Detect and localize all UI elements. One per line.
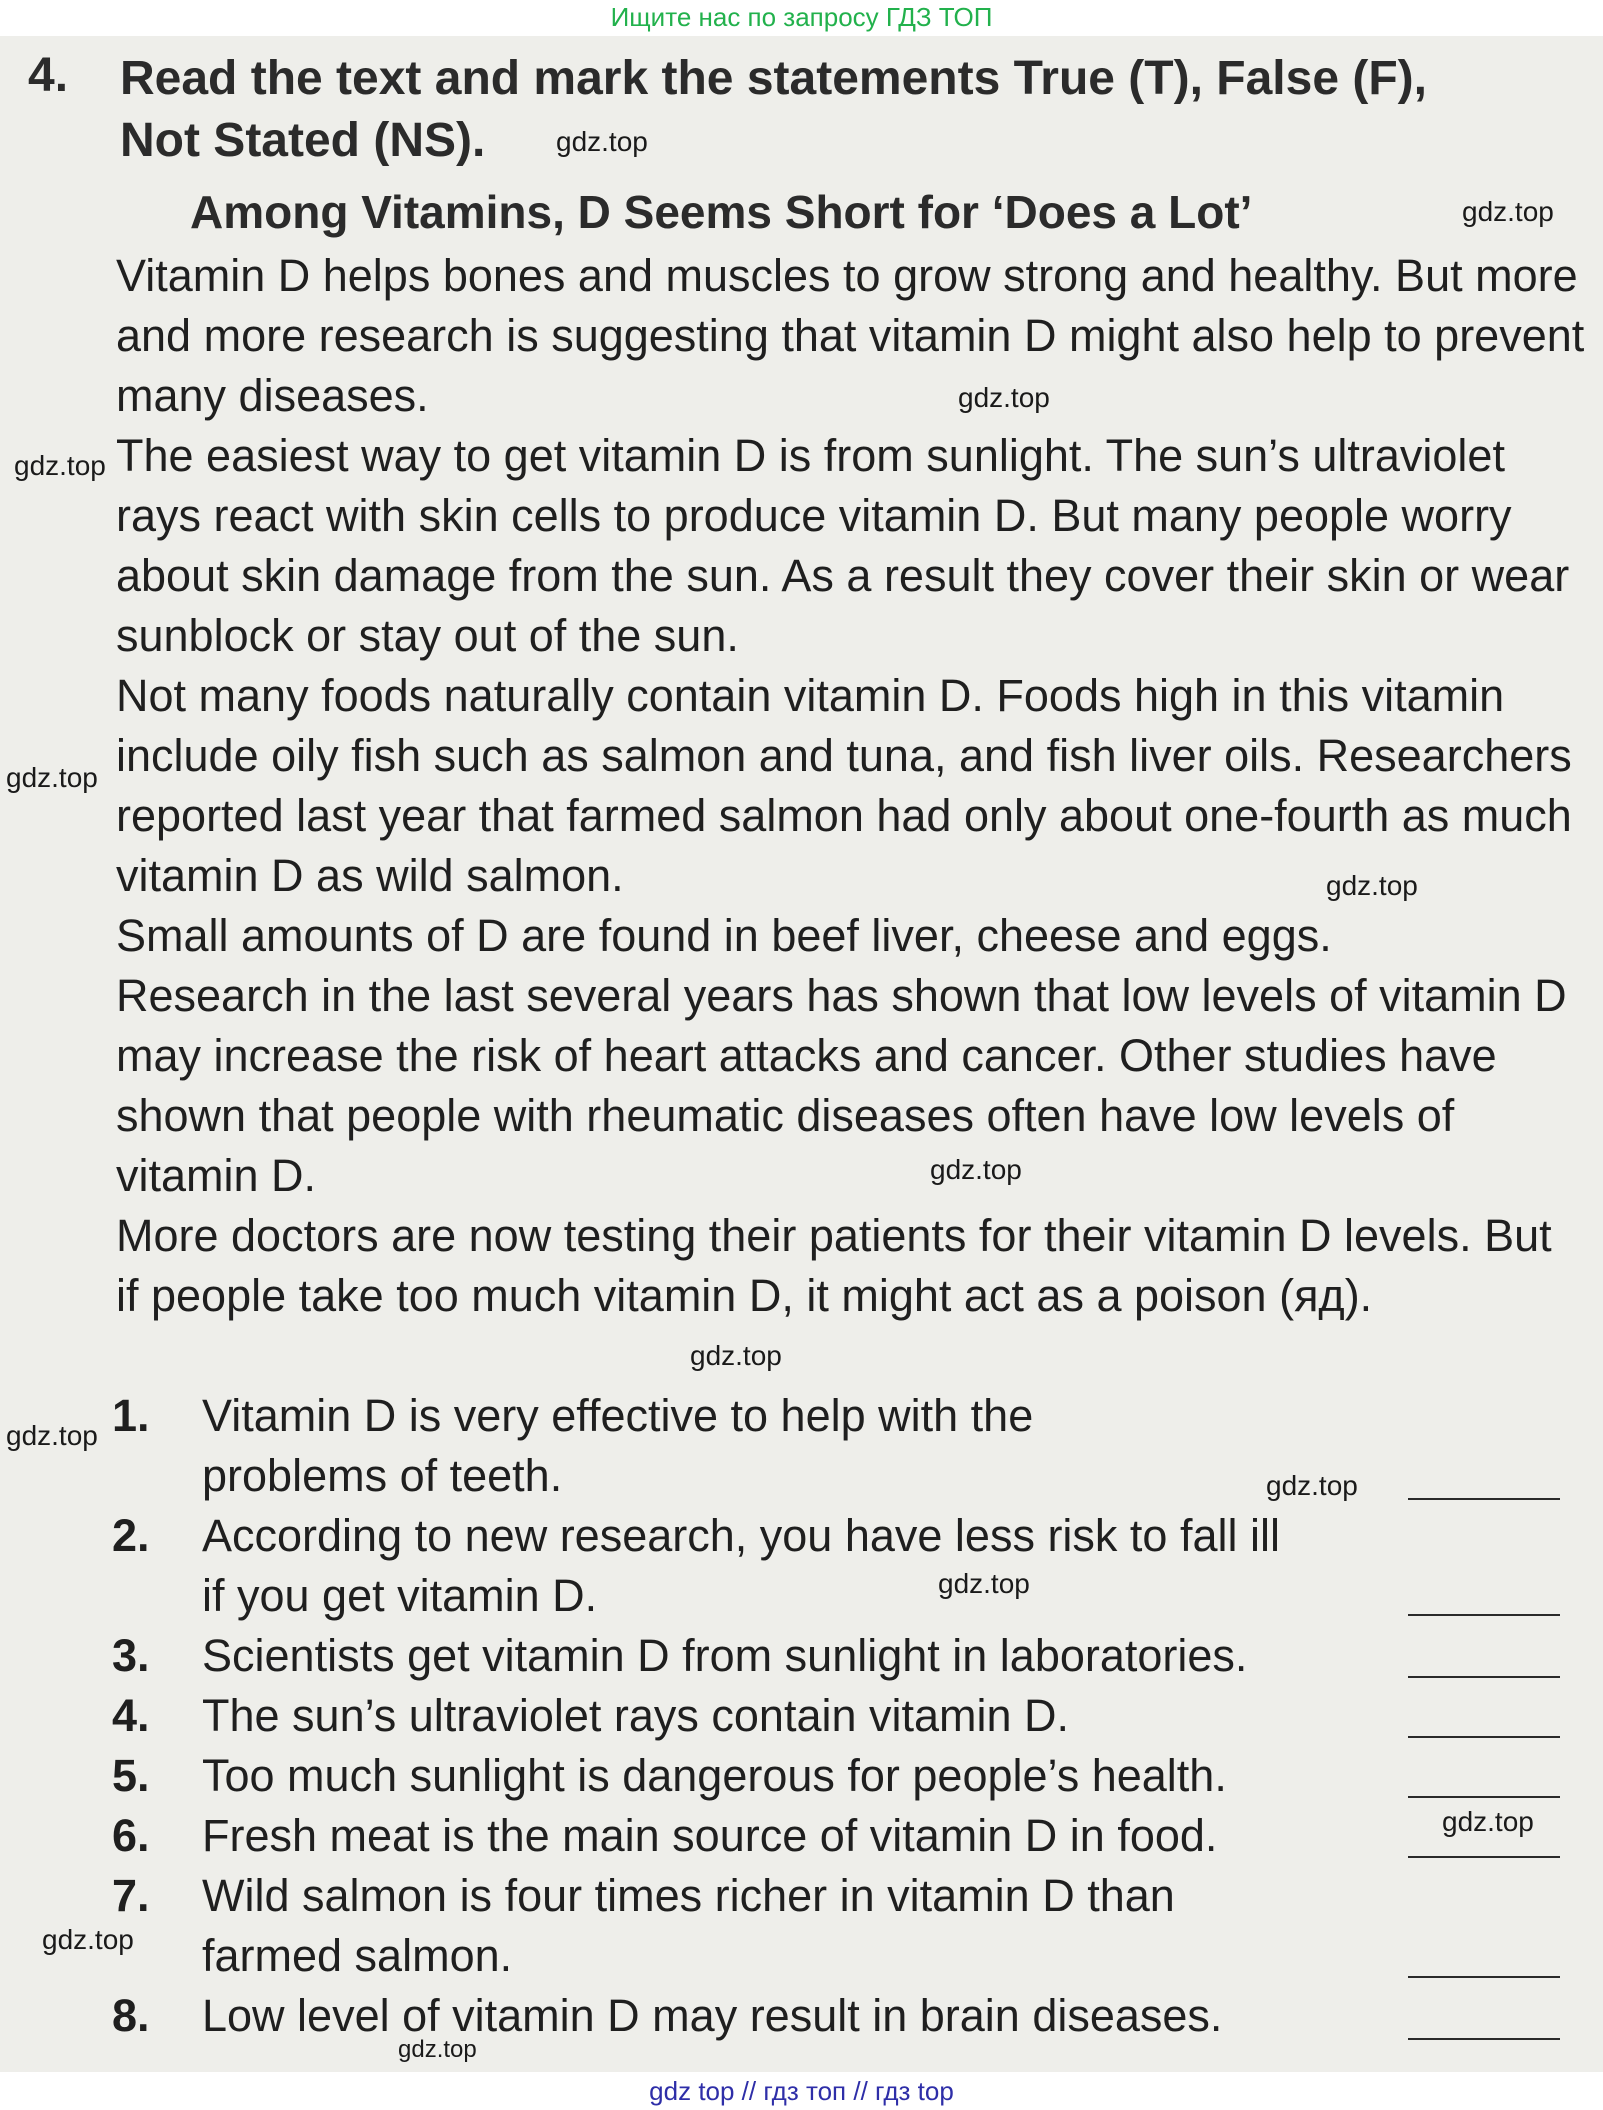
answer-line-3[interactable] xyxy=(1408,1676,1560,1678)
statement-number: 2. xyxy=(112,1510,150,1561)
watermark: gdz.top xyxy=(690,1340,782,1371)
statement-2 xyxy=(112,1506,1402,1626)
article-paragraph-5: Research in the last several years has shown that low levels of vitamin D may increase the risk of heart attacks and cancer. Other studies have shown that people with rheumatic diseases often have low levels of vitamin D. xyxy=(116,970,1567,1201)
top-banner[interactable]: Ищите нас по запросу ГДЗ ТОП xyxy=(0,0,1603,36)
statement-number: 7. xyxy=(112,1870,150,1921)
bottom-banner[interactable]: gdz top // гдз топ // гдз top xyxy=(0,2072,1603,2110)
answer-line-2[interactable] xyxy=(1408,1614,1560,1616)
statement-number: 6. xyxy=(112,1810,150,1861)
answer-line-8[interactable] xyxy=(1408,2038,1560,2040)
statement-number: 5. xyxy=(112,1750,150,1801)
answer-line-1[interactable] xyxy=(1408,1498,1560,1500)
watermark: gdz.top xyxy=(1326,870,1418,901)
statement-8 xyxy=(112,1986,1402,2046)
statement-text: Scientists get vitamin D from sunlight in laboratories. xyxy=(202,1630,1248,1681)
article-paragraph-2: The easiest way to get vitamin D is from sunlight. The sun’s ultraviolet rays react with skin cells to produce vitamin D. But many people worry about skin damage from the sun. As a result they cover their skin or wear sunblock or stay out of the sun. xyxy=(116,430,1570,661)
statement-7 xyxy=(112,1866,1402,1986)
article-paragraph-4: Small amounts of D are found in beef liver, cheese and eggs. xyxy=(116,910,1332,961)
statement-text: The sun’s ultraviolet rays contain vitamin D. xyxy=(202,1690,1070,1741)
statement-text: Too much sunlight is dangerous for people’s health. xyxy=(202,1750,1227,1801)
statement-4 xyxy=(112,1686,1402,1746)
statement-5 xyxy=(112,1746,1402,1806)
statement-1 xyxy=(112,1386,1402,1506)
watermark: gdz.top xyxy=(1266,1470,1358,1501)
task-instruction-line-2: Not Stated (NS). xyxy=(120,114,486,167)
watermark: gdz.top xyxy=(6,1420,98,1451)
statement-number: 3. xyxy=(112,1630,150,1681)
article-paragraph-1: Vitamin D helps bones and muscles to grow strong and healthy. But more and more research is suggesting that vitamin D might also help to prevent many diseases. xyxy=(116,250,1585,421)
statement-number: 1. xyxy=(112,1390,150,1441)
watermark: gdz.top xyxy=(958,382,1050,413)
statement-text: Wild salmon is four times richer in vitamin D than farmed salmon. xyxy=(202,1870,1175,1981)
statement-text: Fresh meat is the main source of vitamin D in food. xyxy=(202,1810,1218,1861)
task-instruction-line-1: Read the text and mark the statements True (T), False (F), xyxy=(120,52,1427,105)
task-instruction xyxy=(120,48,1580,172)
statement-3 xyxy=(112,1626,1402,1686)
statement-number: 4. xyxy=(112,1690,150,1741)
watermark: gdz.top xyxy=(398,2036,477,2063)
article-title: Among Vitamins, D Seems Short for ‘Does a Lot’ xyxy=(190,186,1253,238)
watermark: gdz.top xyxy=(930,1154,1022,1185)
statement-text: Vitamin D is very effective to help with the problems of teeth. xyxy=(202,1390,1034,1501)
statement-text: According to new research, you have less risk to fall ill if you get vitamin D. xyxy=(202,1510,1280,1621)
article-paragraph-6: More doctors are now testing their patients for their vitamin D levels. But if people take too much vitamin D, it might act as a poison (яд). xyxy=(116,1210,1552,1321)
answer-line-4[interactable] xyxy=(1408,1736,1560,1738)
watermark: gdz.top xyxy=(556,126,648,157)
watermark: gdz.top xyxy=(1462,196,1554,227)
article-paragraph-3: Not many foods naturally contain vitamin D. Foods high in this vitamin include oily fish such as salmon and tuna, and fish liver oils. Researchers reported last year that farmed salmon had only about one-fourth as much vitamin D as wild salmon. xyxy=(116,670,1572,901)
watermark: gdz.top xyxy=(42,1924,134,1955)
answer-line-6[interactable] xyxy=(1408,1856,1560,1858)
watermark: gdz.top xyxy=(1442,1806,1534,1837)
statement-number: 8. xyxy=(112,1990,150,2041)
answer-line-5[interactable] xyxy=(1408,1796,1560,1798)
task-number: 4. xyxy=(28,49,69,102)
statement-6 xyxy=(112,1806,1402,1866)
answer-line-7[interactable] xyxy=(1408,1976,1560,1978)
watermark: gdz.top xyxy=(938,1568,1030,1599)
watermark: gdz.top xyxy=(14,450,106,481)
watermark: gdz.top xyxy=(6,762,98,793)
statement-text: Low level of vitamin D may result in brain diseases. xyxy=(202,1990,1223,2041)
